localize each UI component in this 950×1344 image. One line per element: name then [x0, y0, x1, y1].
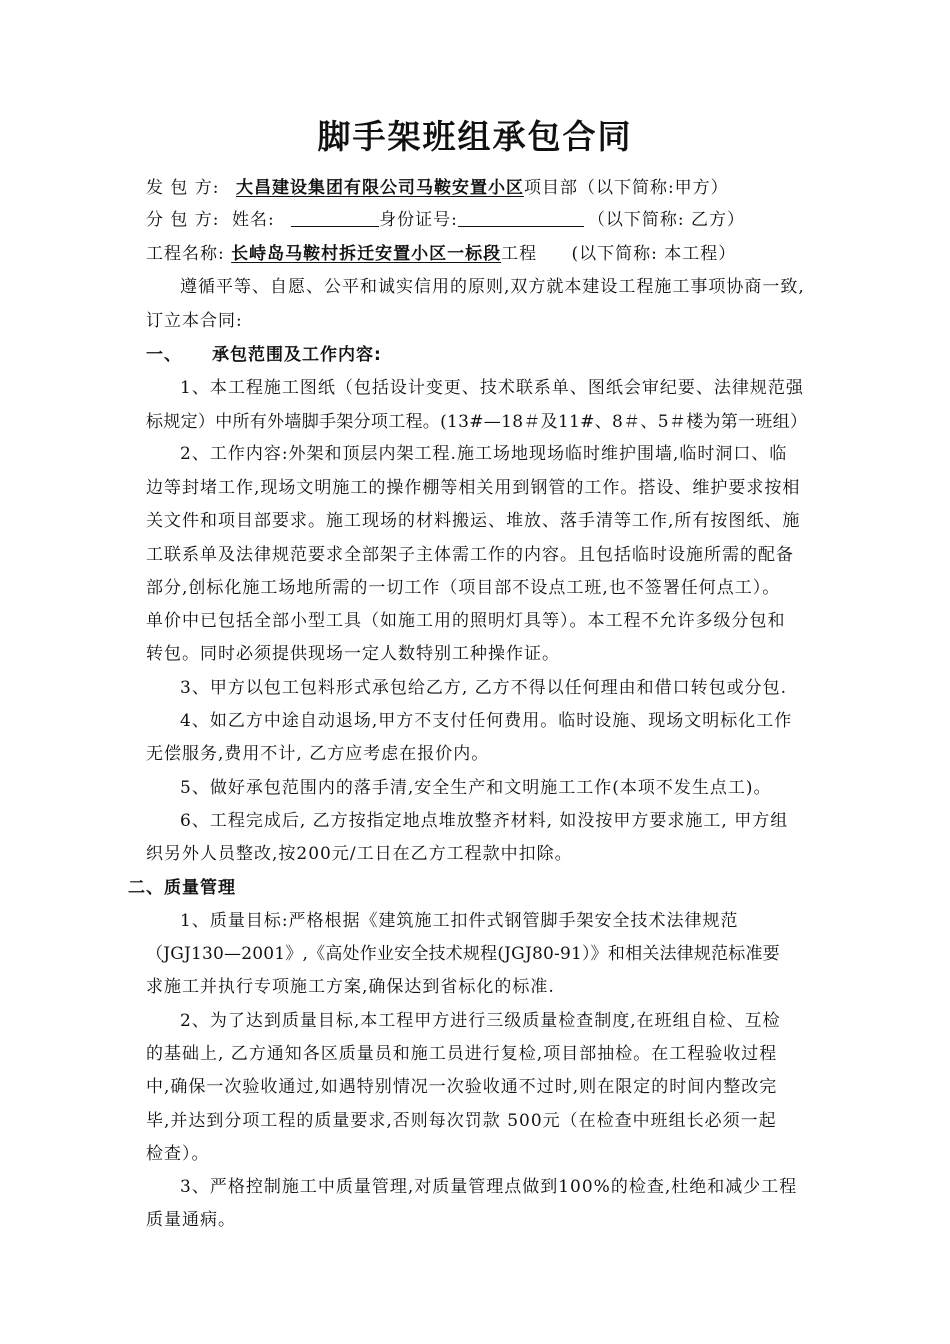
body-line: 边等封堵工作,现场文明施工的操作棚等相关用到钢管的工作。搭设、维护要求按相: [146, 478, 801, 498]
body-line: 6、工程完成后, 乙方按指定地点堆放整齐材料, 如没按甲方要求施工, 甲方组: [180, 811, 789, 831]
body-line: 织另外人员整改,按200元/工日在乙方工程款中扣除。: [146, 844, 573, 864]
body-line: 无偿服务,费用不计, 乙方应考虑在报价内。: [146, 744, 490, 764]
section-1-heading: [146, 343, 382, 367]
id-blank: [458, 208, 584, 227]
body-line: 的基础上, 乙方通知各区质量员和施工员进行复检,项目部抽检。在工程验收过程: [146, 1044, 778, 1064]
contractor-line: [146, 176, 729, 200]
body-line: 2、为了达到质量目标,本工程甲方进行三级质量检查制度,在班组自检、互检: [180, 1011, 781, 1031]
body-line: 毕,并达到分项工程的质量要求,否则每次罚款 500元（在检查中班组长必须一起: [146, 1111, 777, 1131]
body-line: 4、如乙方中途自动退场,甲方不支付任何费用。临时设施、现场文明标化工作: [180, 711, 793, 731]
contractor-label: 发 包 方:: [146, 178, 220, 198]
section-2-heading: 二、质量管理: [128, 878, 236, 898]
body-line: 关文件和项目部要求。施工现场的材料搬运、堆放、落手清等工作,所有按图纸、施: [146, 511, 801, 531]
body-line: 3、甲方以包工包料形式承包给乙方, 乙方不得以任何理由和借口转包或分包.: [180, 678, 788, 698]
project-label: 工程名称:: [146, 244, 225, 264]
contractor-suffix: 项目部（以下简称:甲方）: [523, 178, 729, 198]
body-line: 求施工并执行专项施工方案,确保达到省标化的标准.: [146, 977, 555, 997]
body-line: 3、严格控制施工中质量管理,对质量管理点做到100%的检查,杜绝和减少工程: [180, 1177, 798, 1197]
subcontractor-label: 分 包 方:: [146, 210, 220, 230]
body-line: 检查）。: [146, 1144, 210, 1164]
subcontractor-suffix: （以下简称: 乙方）: [587, 210, 745, 230]
body-line: 2、工作内容:外架和顶层内架工程.施工场地现场临时维护围墙,临时洞口、临: [180, 444, 788, 464]
body-line: （JGJ130—2001》,《高处作业安全技术规程(JGJ80-91）》和相关法律规范标准要: [146, 944, 780, 964]
id-label: 身份证号:: [379, 210, 458, 230]
project-line: [146, 242, 736, 266]
project-suffix: 工程: [501, 244, 538, 264]
body-line: 中,确保一次验收通过,如遇特别情况一次验收通不过时,则在限定的时间内整改完: [146, 1077, 778, 1097]
body-line: 部分,创标化施工场地所需的一切工作（项目部不设点工班,也不签署任何点工）。: [146, 578, 781, 598]
name-label: 姓名:: [231, 210, 275, 230]
section-1-number: 一、: [146, 345, 182, 365]
project-alias: (以下简称: 本工程）: [571, 244, 737, 264]
body-line: 工联系单及法律规范要求全部架子主体需工作的内容。且包括临时设施所需的配备: [146, 545, 794, 565]
body-line: 质量通病。: [146, 1210, 236, 1230]
name-blank: [291, 208, 379, 227]
intro-line-2: 订立本合同:: [146, 311, 243, 331]
project-name: 长峙岛马鞍村拆迁安置小区一标段: [231, 244, 502, 264]
intro-line-1: 遵循平等、自愿、公平和诚实信用的原则,双方就本建设工程施工事项协商一致,: [180, 277, 805, 297]
body-line: 标规定）中所有外墙脚手架分项工程。(13#—18＃及11#、8＃、5＃楼为第一班组）: [146, 412, 808, 432]
section-1-title: 承包范围及工作内容:: [212, 345, 382, 365]
body-line: 转包。同时必须提供现场一定人数特别工种操作证。: [146, 644, 560, 664]
document-title: 脚手架班组承包合同: [317, 117, 633, 156]
body-line: 5、做好承包范围内的落手清,安全生产和文明施工工作(本项不发生点工)。: [180, 778, 772, 798]
body-line: 1、质量目标:严格根据《建筑施工扣件式钢管脚手架安全技术法律规范: [180, 911, 739, 931]
subcontractor-line: [146, 208, 745, 232]
contractor-name: 大昌建设集团有限公司马鞍安置小区: [235, 178, 524, 198]
body-line: 1、本工程施工图纸（包括设计变更、技术联系单、图纸会审纪要、法律规范强: [180, 378, 804, 398]
body-line: 单价中已包括全部小型工具（如施工用的照明灯具等）。本工程不允许多级分包和: [146, 611, 786, 631]
